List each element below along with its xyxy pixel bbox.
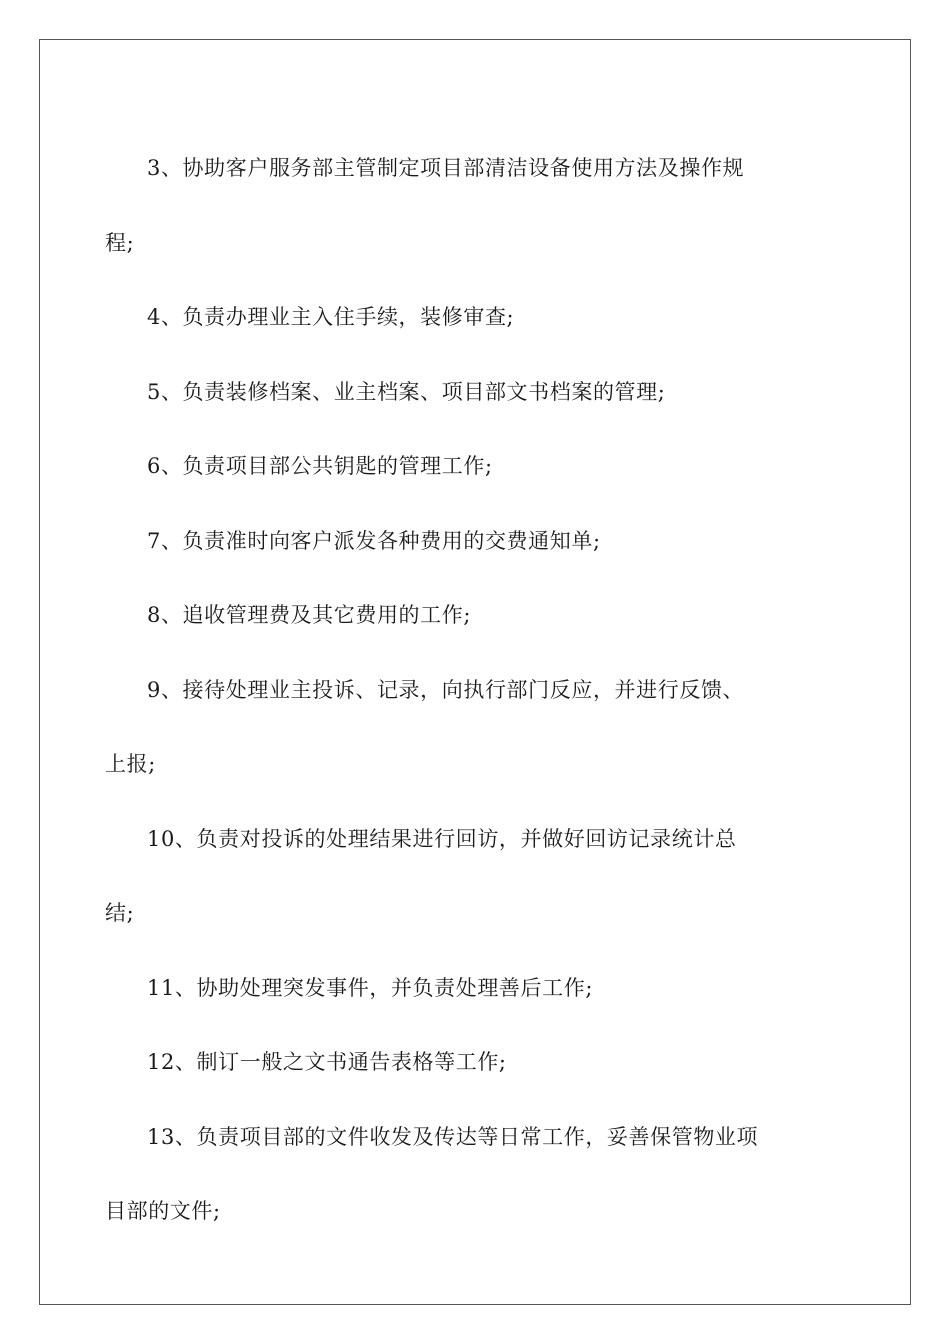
paragraph-item-11: 11、协助处理突发事件，并负责处理善后工作; xyxy=(147,975,593,1000)
paragraph-item-5: 5、负责装修档案、业主档案、项目部文书档案的管理; xyxy=(147,379,666,404)
paragraph-item-6: 6、负责项目部公共钥匙的管理工作; xyxy=(147,454,493,478)
paragraph-item-3: 3、协助客户服务部主管制定项目部清洁设备使用方法及操作规程; xyxy=(105,156,745,255)
paragraph-item-12: 12、制订一般之文书通告表格等工作; xyxy=(147,1050,507,1074)
paragraph-item-10: 10、负责对投诉的处理结果进行回访，并做好回访记录统计总结; xyxy=(105,826,737,925)
paragraph-item-9: 9、接待处理业主投诉、记录，向执行部门反应，并进行反馈、上报; xyxy=(105,677,745,776)
paragraph-item-7: 7、负责准时向客户派发各种费用的交费通知单; xyxy=(147,528,601,553)
document-body xyxy=(105,131,765,1249)
paragraph-item-13: 13、负责项目部的文件收发及传达等日常工作，妥善保管物业项目部的文件; xyxy=(105,1124,759,1223)
paragraph-item-8: 8、追收管理费及其它费用的工作; xyxy=(147,603,472,627)
paragraph-item-4: 4、负责办理业主入住手续，装修审查; xyxy=(147,305,515,329)
